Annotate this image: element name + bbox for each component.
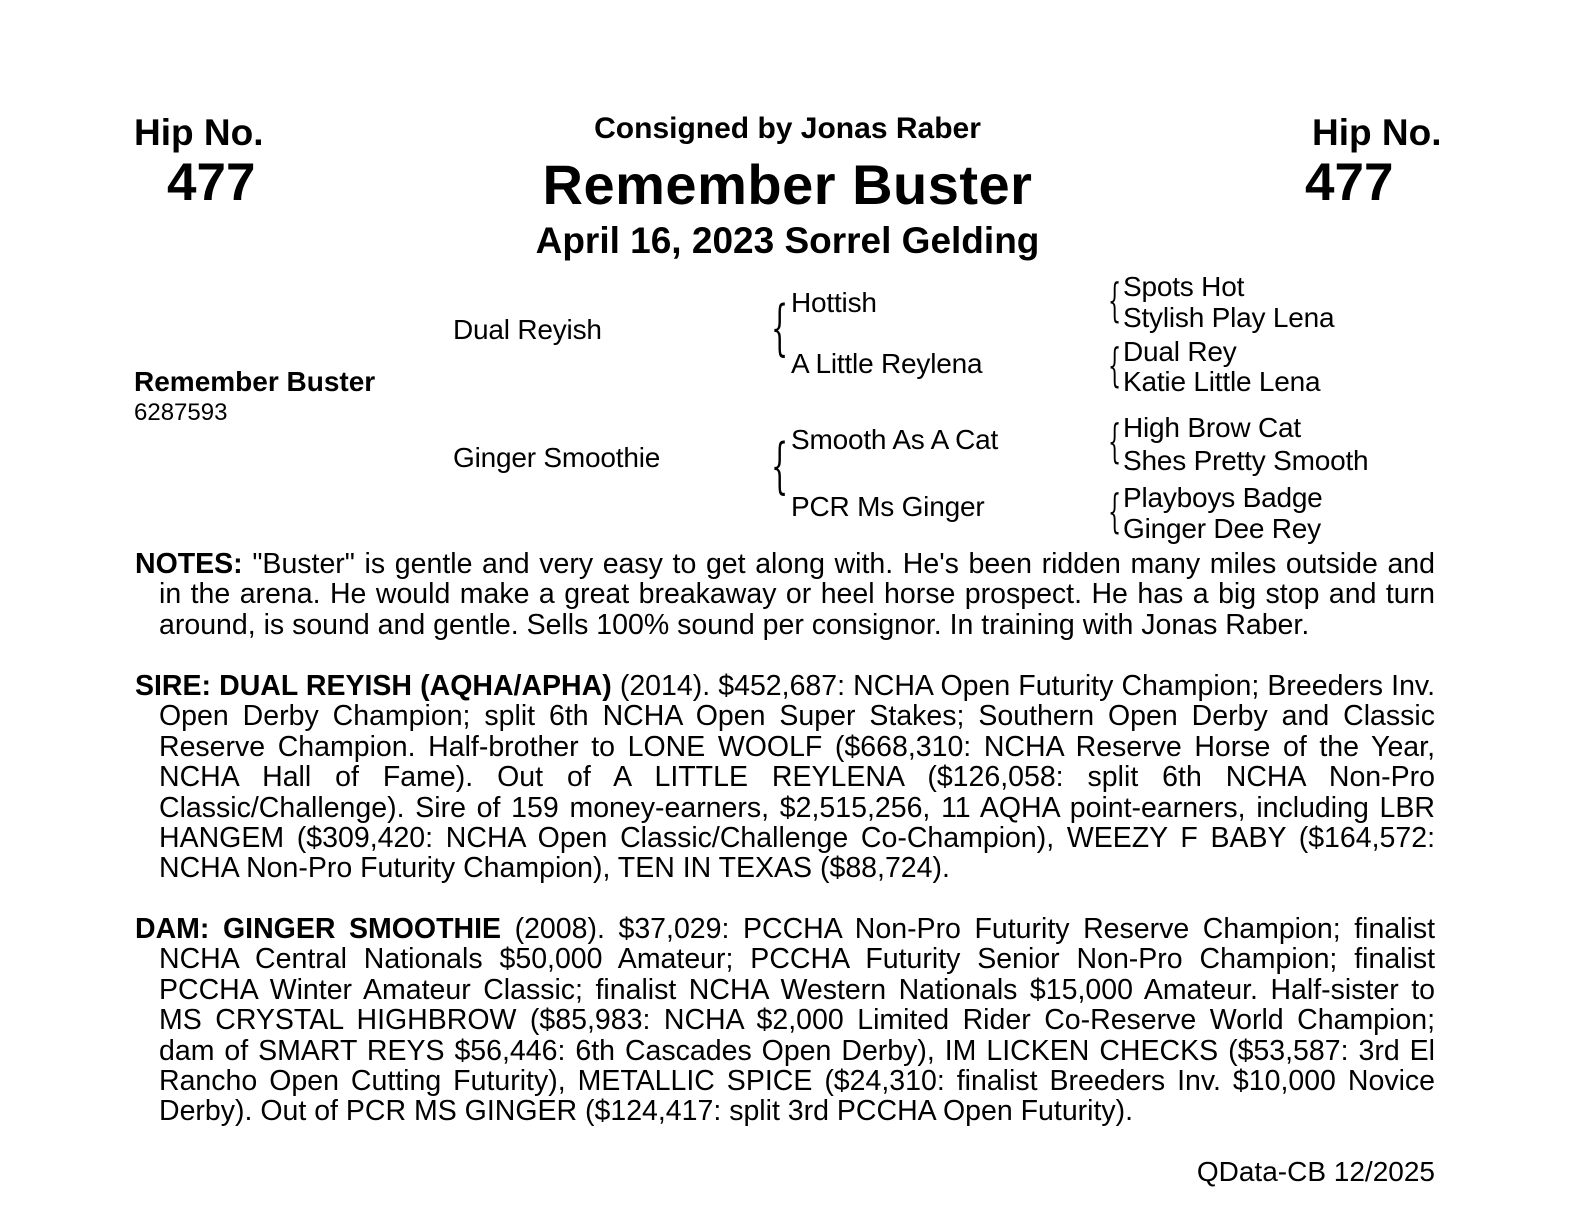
pedigree-brace-dam: { (771, 431, 789, 501)
foaling-description: April 16, 2023 Sorrel Gelding (535, 220, 1040, 261)
pedigree-brace-sd: { (1108, 338, 1122, 392)
pedigree-ds-sire: High Brow Cat (1123, 412, 1301, 443)
notes-text: "Buster" is gentle and very easy to get along with. He's been ridden many miles outside and in the arena. He would make a great breakaway or heel horse prospect. He has a big stop and turn around, is sound and gentle. Sells 100% sound per consignor. In training with Jonas Raber. (159, 548, 1435, 641)
pedigree-dam-dam: PCR Ms Ginger (791, 491, 985, 522)
sire-text: (2014). $452,687: NCHA Open Futurity Champion; Breeders Inv. Open Derby Champion; split 6th NCHA Open Super Stakes; Southern Open Derby and Classic Reserve Champion. Half-brother to LONE WOOLF ($668,310: NCHA Reserve Horse of the Year, NCHA Hall of Fame). Out of A LITTLE REYLENA ($126,058: split 6th NCHA Non-Pro Classic/Challenge). Sire of 159 money-earners, $2,515,256, 11 AQHA point-earners, including LBR HANGEM ($309,420: NCHA Open Classic/Challenge Co-Champion), WEEZY F BABY ($164,572: NCHA Non-Pro Futurity Champion), TEN IN TEXAS ($88,724). (159, 670, 1435, 885)
pedigree-sd-dam: Katie Little Lena (1123, 366, 1321, 397)
pedigree-dd-dam: Ginger Dee Rey (1123, 513, 1321, 544)
dam-label: DAM: GINGER SMOOTHIE (135, 913, 501, 945)
pedigree-sire: Dual Reyish (453, 314, 602, 345)
sire-paragraph (135, 671, 1435, 884)
pedigree-dam-sire: Smooth As A Cat (791, 424, 999, 455)
sire-label: SIRE: DUAL REYISH (AQHA/APHA) (135, 670, 612, 702)
hip-number-left: 477 (167, 153, 256, 212)
pedigree-sd-sire: Dual Rey (1123, 336, 1237, 367)
pedigree-subject-name: Remember Buster (134, 366, 376, 397)
hip-label-right: Hip No. (1312, 112, 1442, 153)
horse-name-title: Remember Buster (542, 153, 1033, 216)
pedigree-registration-number: 6287593 (134, 399, 228, 426)
consignor-line: Consigned by Jonas Raber (594, 112, 981, 145)
hip-label-left: Hip No. (134, 112, 264, 153)
pedigree-sire-dam: A Little Reylena (791, 348, 983, 379)
pedigree-dd-sire: Playboys Badge (1123, 482, 1323, 513)
pedigree-brace-ss: { (1108, 273, 1122, 327)
pedigree-ss-dam: Stylish Play Lena (1123, 302, 1335, 333)
pedigree-ds-dam: Shes Pretty Smooth (1123, 445, 1369, 476)
notes-label: NOTES: (135, 548, 243, 580)
notes-paragraph (135, 549, 1435, 640)
pedigree-brace-ds: { (1108, 414, 1122, 468)
footer-code: QData-CB 12/2025 (1196, 1156, 1435, 1187)
pedigree-brace-sire: { (771, 293, 789, 363)
pedigree-ss-sire: Spots Hot (1123, 271, 1245, 302)
pedigree-sire-sire: Hottish (791, 287, 877, 318)
hip-number-right: 477 (1305, 153, 1394, 212)
pedigree-dam: Ginger Smoothie (453, 442, 661, 473)
pedigree-brace-dd: { (1108, 484, 1122, 538)
dam-text: (2008). $37,029: PCCHA Non-Pro Futurity Reserve Champion; finalist NCHA Central Nationals $50,000 Amateur; PCCHA Futurity Senior Non-Pro Champion; finalist PCCHA Winter Amateur Classic; finalist NCHA Western Nationals $15,000 Amateur. Half-sister to MS CRYSTAL HIGHBROW ($85,983: NCHA $2,000 Limited Rider Co-Reserve World Champion; dam of SMART REYS $56,446: 6th Cascades Open Derby), IM LICKEN CHECKS ($53,587: 3rd El Rancho Open Cutting Futurity), METALLIC SPICE ($24,310: finalist Breeders Inv. $10,000 Novice Derby). Out of PCR MS GINGER ($124,417: split 3rd PCCHA Open Futurity). (159, 913, 1435, 1128)
dam-paragraph (135, 914, 1435, 1127)
